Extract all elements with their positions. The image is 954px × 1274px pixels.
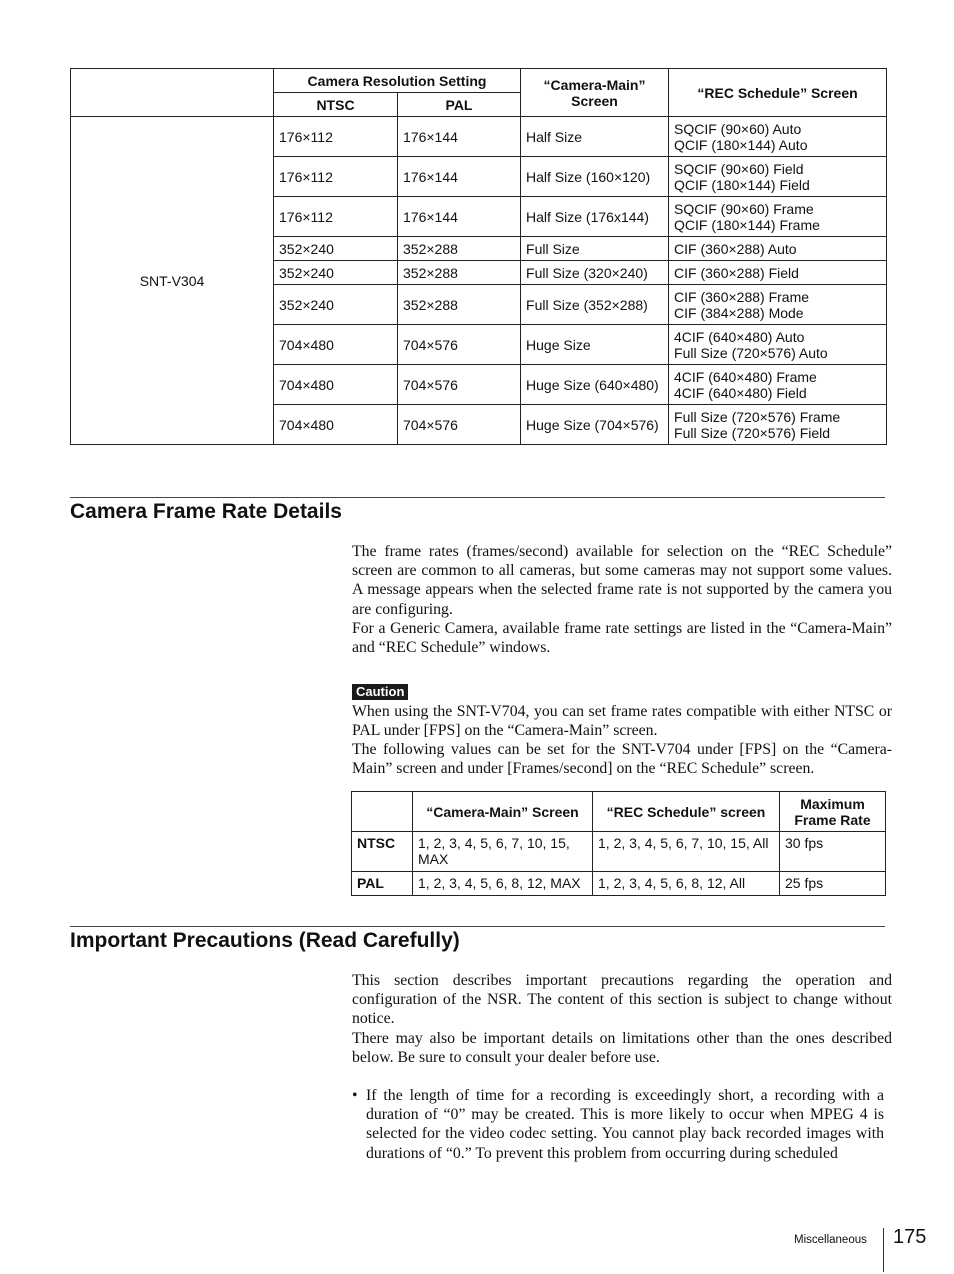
header-max-frame-rate: Maximum Frame Rate: [780, 792, 886, 832]
max-frame-rate-cell: 30 fps: [780, 832, 886, 872]
model-cell: SNT-V304: [71, 117, 274, 445]
row-label-pal: PAL: [352, 872, 413, 896]
pal-cell: 704×576: [398, 365, 521, 405]
camera-main-cell: Full Size (352×288): [521, 285, 669, 325]
header-ntsc: NTSC: [274, 93, 398, 117]
camera-main-cell: Half Size: [521, 117, 669, 157]
precautions-paragraph-2: There may also be important details on limitations other than the ones described below. Be sure to consult your dealer before use.: [352, 1030, 892, 1067]
frame-rate-paragraph-2: For a Generic Camera, available frame rate settings are listed in the “Camera-Main” and “REC Schedule” windows.: [352, 620, 892, 657]
precautions-paragraph-1: This section describes important precautions regarding the operation and configuration of the NSR. The content of this section is subject to change without notice.: [352, 972, 892, 1028]
camera-main-cell: Huge Size: [521, 325, 669, 365]
table-row: [352, 832, 886, 872]
row-label-ntsc: NTSC: [352, 832, 413, 872]
section-divider: [70, 926, 885, 927]
table-row: [71, 117, 887, 157]
frame-rate-heading: Camera Frame Rate Details: [70, 500, 342, 523]
ntsc-cell: 704×480: [274, 325, 398, 365]
footer-section-label: Miscellaneous: [794, 1234, 867, 1246]
pal-cell: 704×576: [398, 405, 521, 445]
fps-table: [351, 791, 886, 896]
camera-main-cell: Huge Size (704×576): [521, 405, 669, 445]
rec-schedule-cell: 4CIF (640×480) Frame 4CIF (640×480) Field: [669, 365, 887, 405]
pal-cell: 352×288: [398, 285, 521, 325]
precautions-heading: Important Precautions (Read Carefully): [70, 929, 460, 952]
corner-cell: [352, 792, 413, 832]
camera-main-cell: Huge Size (640×480): [521, 365, 669, 405]
header-camera-main: “Camera-Main” Screen: [413, 792, 593, 832]
camera-main-cell: 1, 2, 3, 4, 5, 6, 8, 12, MAX: [413, 872, 593, 896]
list-item-text: If the length of time for a recording is exceedingly short, a recording with a duration of “0” may be created. This is more likely to occur when MPEG 4 is selected for the video codec setting. You cannot play back recorded images with durations of “0.” To prevent this problem from occurring during scheduled: [366, 1087, 884, 1162]
header-camera-main: “Camera-Main” Screen: [521, 69, 669, 117]
camera-main-cell: Full Size: [521, 237, 669, 261]
header-camera-resolution-setting: Camera Resolution Setting: [274, 69, 521, 93]
rec-schedule-cell: SQCIF (90×60) Frame QCIF (180×144) Frame: [669, 197, 887, 237]
rec-schedule-cell: 1, 2, 3, 4, 5, 6, 8, 12, All: [593, 872, 780, 896]
ntsc-cell: 352×240: [274, 261, 398, 285]
rec-schedule-cell: SQCIF (90×60) Auto QCIF (180×144) Auto: [669, 117, 887, 157]
ntsc-cell: 176×112: [274, 117, 398, 157]
ntsc-cell: 176×112: [274, 197, 398, 237]
rec-schedule-cell: 4CIF (640×480) Auto Full Size (720×576) Auto: [669, 325, 887, 365]
ntsc-cell: 176×112: [274, 157, 398, 197]
camera-main-cell: Full Size (320×240): [521, 261, 669, 285]
list-item: [352, 1086, 884, 1163]
resolution-table: [70, 68, 887, 445]
corner-cell: [71, 69, 274, 117]
ntsc-cell: 352×240: [274, 237, 398, 261]
camera-main-cell: Half Size (176x144): [521, 197, 669, 237]
precautions-list: [352, 1086, 884, 1163]
rec-schedule-cell: SQCIF (90×60) Field QCIF (180×144) Field: [669, 157, 887, 197]
camera-main-cell: 1, 2, 3, 4, 5, 6, 7, 10, 15, MAX: [413, 832, 593, 872]
pal-cell: 176×144: [398, 197, 521, 237]
header-pal: PAL: [398, 93, 521, 117]
ntsc-cell: 352×240: [274, 285, 398, 325]
frame-rate-paragraph-1: The frame rates (frames/second) available for selection on the “REC Schedule” screen are common to all cameras, but some cameras may not support some values. A message appears when the selected frame rate is not supported by the camera you are configuring.: [352, 543, 892, 618]
rec-schedule-cell: CIF (360×288) Frame CIF (384×288) Mode: [669, 285, 887, 325]
header-rec-schedule: “REC Schedule” Screen: [669, 69, 887, 117]
header-rec-schedule: “REC Schedule” screen: [593, 792, 780, 832]
max-frame-rate-cell: 25 fps: [780, 872, 886, 896]
rec-schedule-cell: 1, 2, 3, 4, 5, 6, 7, 10, 15, All: [593, 832, 780, 872]
pal-cell: 352×288: [398, 261, 521, 285]
ntsc-cell: 704×480: [274, 365, 398, 405]
pal-cell: 176×144: [398, 157, 521, 197]
pal-cell: 352×288: [398, 237, 521, 261]
rec-schedule-cell: Full Size (720×576) Frame Full Size (720×576) Field: [669, 405, 887, 445]
ntsc-cell: 704×480: [274, 405, 398, 445]
page-number: 175: [893, 1226, 927, 1248]
section-divider: [70, 497, 885, 498]
rec-schedule-cell: CIF (360×288) Auto: [669, 237, 887, 261]
pal-cell: 704×576: [398, 325, 521, 365]
rec-schedule-cell: CIF (360×288) Field: [669, 261, 887, 285]
camera-main-cell: Half Size (160×120): [521, 157, 669, 197]
table-row: [352, 872, 886, 896]
pal-cell: 176×144: [398, 117, 521, 157]
bullet-icon: •: [352, 1087, 358, 1104]
footer-divider: [883, 1228, 884, 1272]
caution-badge: Caution: [352, 684, 408, 700]
caution-paragraph-2: The following values can be set for the SNT-V704 under [FPS] on the “Camera-Main” screen and under [Frames/second] on the “REC Schedule” screen.: [352, 741, 892, 778]
caution-paragraph-1: When using the SNT-V704, you can set frame rates compatible with either NTSC or PAL under [FPS] on the “Camera-Main” screen.: [352, 703, 892, 740]
